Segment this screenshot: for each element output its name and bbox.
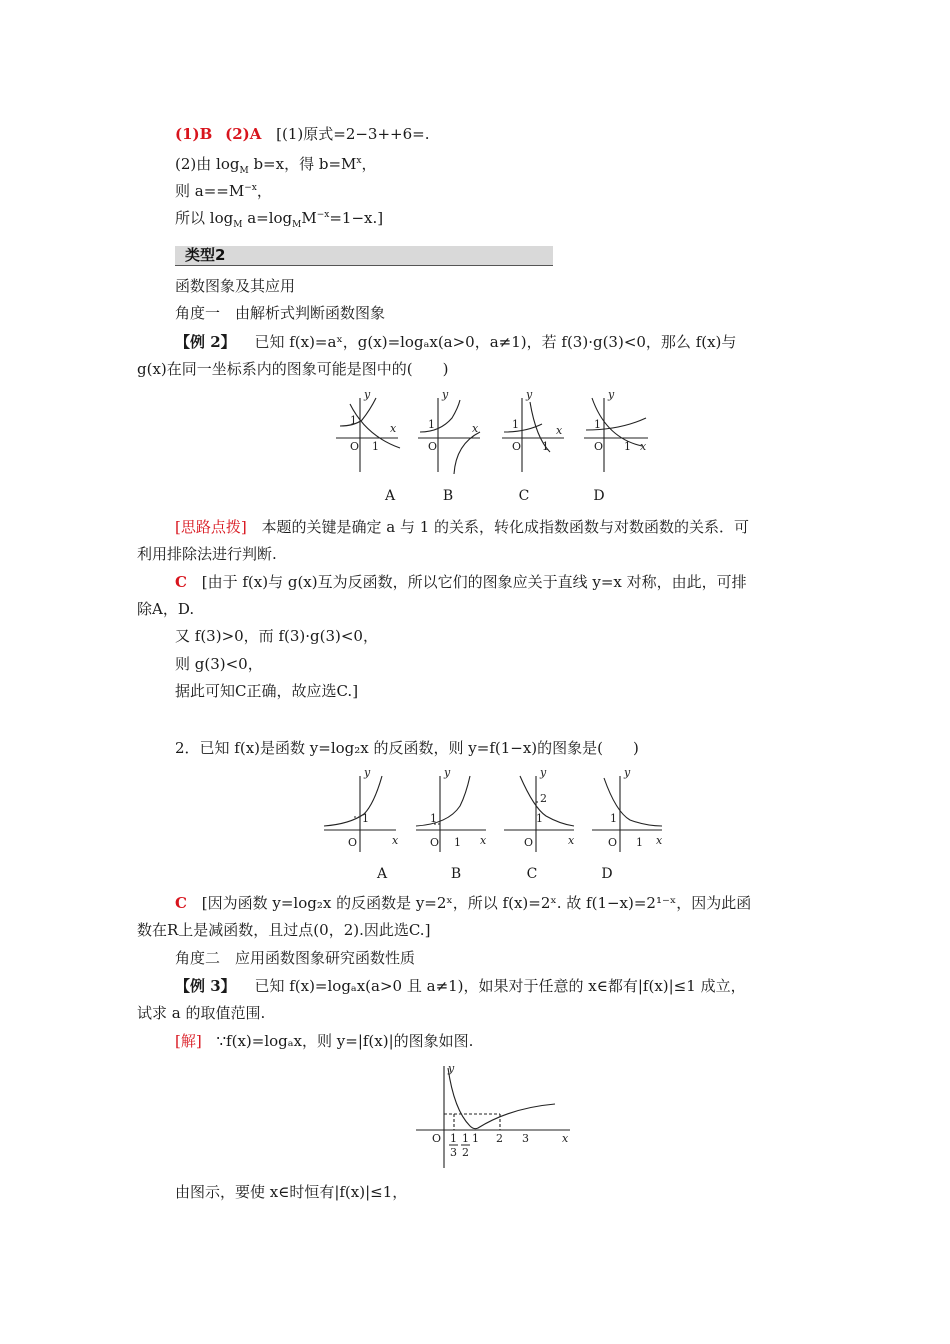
text-frag: (2)由 log bbox=[175, 155, 240, 173]
axis-label: x bbox=[640, 440, 647, 453]
axis-label: x bbox=[472, 422, 479, 435]
tick: 1 bbox=[430, 812, 437, 825]
tick: O bbox=[348, 836, 358, 849]
tick: 1 bbox=[454, 836, 461, 849]
hint-tag: [思路点拨] bbox=[175, 518, 247, 536]
answer-line-3 bbox=[175, 178, 272, 201]
figure-1-label-d: D bbox=[593, 488, 605, 504]
solution-2-line-1 bbox=[175, 572, 747, 592]
axis-label: y bbox=[540, 766, 547, 779]
y-axis-label: y bbox=[448, 1062, 455, 1075]
text-frag: M bbox=[292, 220, 302, 230]
tick: 1 bbox=[610, 812, 617, 825]
example-2-text: 已知 f(x)=aˣ，g(x)=logₐx(a>0，a≠1)，若 f(3)·g(3)<0，那么 f(x)与 bbox=[254, 333, 737, 351]
text-frag: M bbox=[301, 209, 317, 227]
figure-1-label-a: A bbox=[384, 488, 396, 504]
section-banner bbox=[175, 246, 553, 266]
axis-label: y bbox=[526, 388, 533, 401]
figure-example-2 bbox=[330, 388, 660, 480]
axis-label: x bbox=[556, 424, 563, 437]
tick-three: 3 bbox=[522, 1132, 529, 1145]
tick: O bbox=[512, 440, 522, 453]
text-frag: −x bbox=[244, 183, 257, 193]
tick-two: 2 bbox=[496, 1132, 503, 1145]
axis-label: y bbox=[624, 766, 631, 779]
text-frag: b=x，得 b=M bbox=[248, 155, 357, 173]
solution-2-answer: C bbox=[175, 573, 187, 591]
axis-label: y bbox=[444, 766, 451, 779]
axis-label: x bbox=[480, 834, 487, 847]
text-frag: a=log bbox=[242, 209, 293, 227]
figure-1-label-b: B bbox=[442, 488, 454, 504]
hint-line-2: 利用排除法进行判断. bbox=[137, 545, 277, 563]
tick: 2 bbox=[540, 792, 547, 805]
example-3-line-2: 试求 a 的取值范围. bbox=[137, 1004, 266, 1022]
answer-explanation: [(1)原式=2−3++6=. bbox=[276, 125, 430, 143]
section-title: 函数图象及其应用 bbox=[175, 277, 296, 295]
text-frag: 所以 log bbox=[175, 209, 234, 227]
tick: O bbox=[350, 440, 360, 453]
solution-2-line-5: 据此可知C正确，故应选C.] bbox=[175, 682, 359, 700]
example-3-text: 已知 f(x)=logₐx(a>0 且 a≠1)，如果对于任意的 x∈都有|f(x)|≤1 成立， bbox=[254, 977, 746, 995]
example-2-line-1 bbox=[175, 332, 736, 352]
tick: O bbox=[524, 836, 534, 849]
banner-background bbox=[175, 246, 553, 265]
tick: O bbox=[430, 836, 440, 849]
example-3-line-1 bbox=[175, 976, 746, 996]
text-frag: 则 a==M bbox=[175, 182, 245, 200]
answer-2: (2)A bbox=[225, 125, 262, 143]
axis-label: y bbox=[608, 388, 615, 401]
solution-q2-answer: C bbox=[175, 894, 187, 912]
tick-one-half-num: 1 bbox=[462, 1132, 469, 1145]
solution-2-line-4: 则 g(3)<0， bbox=[175, 655, 263, 673]
figure-example-3 bbox=[410, 1060, 580, 1172]
tick: 1 bbox=[536, 812, 543, 825]
tick: 1 bbox=[542, 440, 549, 453]
figure-question-2 bbox=[320, 766, 670, 858]
figure-2-label-a: A bbox=[376, 866, 388, 882]
tick-one-third-num: 1 bbox=[450, 1132, 457, 1145]
axis-label: y bbox=[364, 388, 371, 401]
text-frag: =1−x.] bbox=[329, 209, 384, 227]
tick: 1 bbox=[428, 418, 435, 431]
hint-text: 本题的关键是确定 a 与 1 的关系，转化成指数函数与对数函数的关系．可 bbox=[261, 518, 750, 536]
axis-label: x bbox=[390, 422, 397, 435]
solution-q2-text: [因为函数 y=log₂x 的反函数是 y=2ˣ，所以 f(x)=2ˣ. 故 f(1−x)=2¹⁻ˣ，因为此函 bbox=[201, 894, 752, 912]
hint-line-1 bbox=[175, 517, 749, 537]
text-frag: x bbox=[356, 156, 362, 166]
axis-label: x bbox=[568, 834, 575, 847]
angle-1-heading: 角度一 由解析式判断函数图象 bbox=[175, 304, 386, 322]
tick: O bbox=[594, 440, 604, 453]
axis-label: x bbox=[392, 834, 399, 847]
axis-label: x bbox=[656, 834, 663, 847]
tick: 1 bbox=[372, 440, 379, 453]
answer-1: (1)B bbox=[175, 125, 213, 143]
x-axis-label: x bbox=[562, 1132, 569, 1145]
solution-2-line-2: 除A，D. bbox=[137, 600, 195, 618]
axis-label: y bbox=[442, 388, 449, 401]
axis-label: y bbox=[364, 766, 371, 779]
text-frag: ， bbox=[256, 182, 272, 200]
text-frag: ， bbox=[361, 155, 377, 173]
solution-2-text: [由于 f(x)与 g(x)互为反函数，所以它们的图象应关于直线 y=x 对称，由此，可排 bbox=[201, 573, 747, 591]
tick: 1 bbox=[624, 440, 631, 453]
figure-1-label-c: C bbox=[518, 488, 530, 504]
banner-label: 类型2 bbox=[185, 246, 226, 264]
example-2-line-2: g(x)在同一坐标系内的图象可能是图中的( ) bbox=[137, 360, 449, 378]
tick-one-half-den: 2 bbox=[462, 1146, 469, 1159]
tick: 1 bbox=[512, 418, 519, 431]
answer-line-4 bbox=[175, 205, 383, 235]
tick: O bbox=[428, 440, 438, 453]
solution-3-text: ∵f(x)=logₐx，则 y=|f(x)|的图象如图. bbox=[216, 1032, 474, 1050]
figure-2-label-b: B bbox=[450, 866, 462, 882]
question-2: 2．已知 f(x)是函数 y=log₂x 的反函数，则 y=f(1−x)的图象是( ) bbox=[175, 739, 639, 757]
tick: 1 bbox=[362, 812, 369, 825]
example-2-tag: 【例 2】 bbox=[175, 333, 236, 351]
tick-one: 1 bbox=[472, 1132, 479, 1145]
example-3-tag: 【例 3】 bbox=[175, 977, 236, 995]
tick-one-third-den: 3 bbox=[450, 1146, 457, 1159]
tick: 1 bbox=[636, 836, 643, 849]
solution-q2-line-2: 数在R上是减函数，且过点(0，2).因此选C.] bbox=[137, 921, 431, 939]
answer-line-1 bbox=[175, 124, 430, 144]
text-frag: −x bbox=[316, 210, 330, 220]
tick: 1 bbox=[594, 418, 601, 431]
banner-rule bbox=[175, 265, 553, 266]
solution-q2-line-1 bbox=[175, 893, 751, 913]
last-line: 由图示，要使 x∈时恒有|f(x)|≤1， bbox=[175, 1183, 408, 1201]
figure-2-label-c: C bbox=[526, 866, 538, 882]
solution-3-tag: [解] bbox=[175, 1032, 202, 1050]
solution-3-line bbox=[175, 1031, 473, 1051]
answer-line-2 bbox=[175, 151, 376, 181]
angle-2-heading: 角度二 应用函数图象研究函数性质 bbox=[175, 949, 416, 967]
origin-label: O bbox=[432, 1132, 442, 1145]
text-frag: M bbox=[233, 220, 243, 230]
tick: O bbox=[608, 836, 618, 849]
tick: 1 bbox=[350, 414, 357, 427]
figure-2-label-d: D bbox=[601, 866, 613, 882]
solution-2-line-3: 又 f(3)>0，而 f(3)·g(3)<0， bbox=[175, 627, 378, 645]
text-frag: M bbox=[239, 166, 249, 176]
